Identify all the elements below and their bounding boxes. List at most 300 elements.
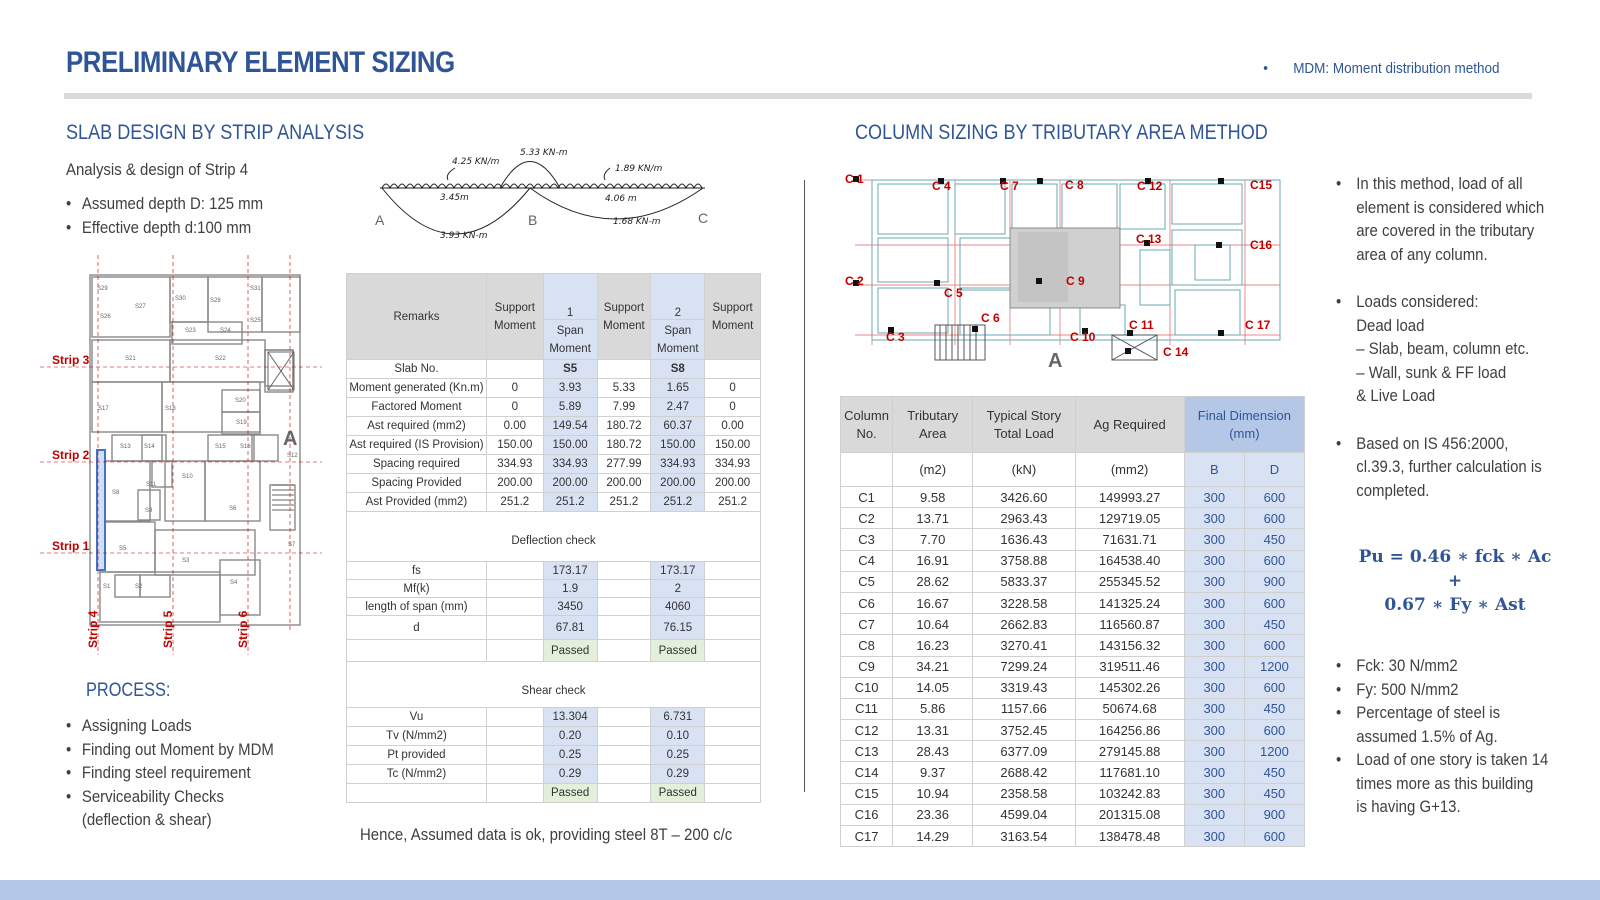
table-cell: C1 [841, 487, 893, 508]
slab-heading: SLAB DESIGN BY STRIP ANALYSIS [66, 121, 365, 144]
table-cell: 5.86 [893, 698, 973, 719]
process-heading: PROCESS: [86, 680, 171, 701]
table-row [841, 508, 1305, 529]
table-cell: 300 [1184, 550, 1244, 571]
table-cell: Spacing required [347, 455, 487, 474]
sketch-moment-label: 3.93 KN-m [440, 231, 488, 241]
table-header-support: Support Moment [486, 274, 543, 360]
table-cell: 251.2 [651, 493, 705, 512]
table-cell [597, 562, 651, 580]
note-block: • Fy: 500 N/mm2 [1336, 678, 1548, 702]
table-cell [486, 616, 543, 640]
table-cell: 3426.60 [973, 487, 1075, 508]
table-cell [486, 598, 543, 616]
table-cell: C2 [841, 508, 893, 529]
formula-line: 0.67 ∗ Fy ∗ Ast [1384, 595, 1526, 615]
panel-label: S20 [235, 398, 246, 404]
table-cell: 3.93 [543, 379, 597, 398]
table-cell: C6 [841, 592, 893, 613]
table-row [841, 529, 1305, 550]
table-row [347, 398, 761, 417]
panel-label: S22 [215, 356, 226, 362]
table-cell: 6377.09 [973, 741, 1075, 762]
table-cell: 251.2 [705, 493, 761, 512]
header-divider [64, 93, 1532, 99]
table-header-span: Span Moment [543, 320, 597, 360]
note-line: cl.39.3, further calculation is [1356, 457, 1542, 476]
deflection-passed: Passed [543, 640, 597, 662]
list-item: • Effective depth d:100 mm [66, 216, 263, 240]
column-plan-label: C 14 [1163, 345, 1189, 359]
table-header-span: Span Moment [651, 320, 705, 360]
table-cell: 3752.45 [973, 720, 1075, 741]
note-line: Dead load [1356, 315, 1425, 335]
table-cell: 6.731 [651, 708, 705, 727]
note-line: – Slab, beam, column etc. [1356, 339, 1530, 358]
column-table [840, 396, 1305, 847]
table-cell: C12 [841, 720, 893, 741]
table-cell: 300 [1184, 741, 1244, 762]
support-label: C [698, 210, 709, 226]
note-line: – Wall, sunk & FF load [1356, 362, 1507, 382]
table-cell: 0.00 [705, 417, 761, 436]
table-cell: 1.9 [543, 580, 597, 598]
table-cell [486, 746, 543, 765]
table-header-span-no: 2 [651, 274, 705, 320]
sketch-span-label: 4.06 m [605, 194, 637, 204]
table-row [841, 804, 1305, 825]
note-block: • Percentage of steel is assumed 1.5% of Ag. [1336, 701, 1548, 748]
table-row [347, 765, 761, 784]
column-unit: (mm2) [1075, 453, 1184, 487]
table-cell [705, 616, 761, 640]
table-cell: C4 [841, 550, 893, 571]
table-cell: 2688.42 [973, 762, 1075, 783]
list-item: • Assigning Loads [66, 714, 274, 738]
note-line: are covered in the tributary [1356, 221, 1535, 240]
panel-label: S6 [229, 506, 237, 512]
table-cell [597, 746, 651, 765]
table-row [841, 592, 1305, 613]
panel-label: S1 [103, 584, 111, 590]
table-cell: 10.64 [893, 614, 973, 635]
table-cell: 300 [1184, 656, 1244, 677]
table-cell: 300 [1184, 508, 1244, 529]
table-cell: 334.93 [651, 455, 705, 474]
formula-line: Pu = 0.46 ∗ fck ∗ Ac [1358, 547, 1552, 567]
table-cell [705, 580, 761, 598]
panel-label: S10 [182, 474, 193, 480]
table-cell: Vu [347, 708, 487, 727]
table-cell: 334.93 [705, 455, 761, 474]
table-cell: 7.99 [597, 398, 651, 417]
table-cell: Ast required (IS Provision) [347, 436, 487, 455]
table-cell: length of span (mm) [347, 598, 487, 616]
process-list [66, 714, 274, 832]
note-line: Based on IS 456:2000, [1356, 433, 1509, 453]
table-cell: 300 [1184, 529, 1244, 550]
sketch-load-label: 1.89 KN/m [615, 164, 663, 174]
table-cell: 164538.40 [1075, 550, 1184, 571]
slab-subheading: Analysis & design of Strip 4 [66, 160, 249, 179]
table-cell: 334.93 [543, 455, 597, 474]
parameter-notes [1336, 654, 1548, 819]
table-row [841, 762, 1305, 783]
column-unit: (m2) [893, 453, 973, 487]
panel-label: S16 [240, 444, 251, 450]
table-cell [486, 562, 543, 580]
table-cell [486, 708, 543, 727]
note-line: Fy: 500 N/mm2 [1356, 679, 1459, 699]
table-cell: Factored Moment [347, 398, 487, 417]
footer-bar [0, 880, 1600, 900]
support-label: A [375, 212, 385, 228]
table-row [347, 708, 761, 727]
table-cell: d [347, 616, 487, 640]
table-cell: 200.00 [543, 474, 597, 493]
list-item-text: (deflection & shear) [81, 810, 212, 829]
strip-label-vertical: Strip 6 [236, 610, 250, 648]
table-cell: 173.17 [543, 562, 597, 580]
table-cell: 145302.26 [1075, 677, 1184, 698]
table-cell: 200.00 [705, 474, 761, 493]
table-cell [705, 708, 761, 727]
panel-label: S9 [145, 508, 153, 514]
table-cell [705, 598, 761, 616]
table-cell: 5.89 [543, 398, 597, 417]
table-row [347, 436, 761, 455]
table-cell: 28.43 [893, 741, 973, 762]
table-header-support: Support Moment [705, 274, 761, 360]
note-line: Fck: 30 N/mm2 [1356, 656, 1458, 675]
strip-label-vertical: Strip 5 [161, 610, 175, 648]
table-cell: 279145.88 [1075, 741, 1184, 762]
table-cell: C3 [841, 529, 893, 550]
deflection-title: Deflection check [347, 531, 761, 552]
panel-label: S29 [97, 286, 108, 292]
column-plan-label: C 17 [1245, 318, 1271, 332]
slab-floor-plan [40, 250, 325, 670]
table-cell: 277.99 [597, 455, 651, 474]
table-row [841, 826, 1305, 847]
table-cell: 2358.58 [973, 783, 1075, 804]
table-row [841, 656, 1305, 677]
table-cell: 200.00 [486, 474, 543, 493]
sketch-span-label: 3.45m [440, 193, 469, 203]
note-line: completed. [1356, 480, 1430, 500]
panel-label: S14 [144, 444, 155, 450]
column-plan-label: C 11 [1129, 318, 1154, 332]
section-mark: A [283, 428, 298, 450]
table-cell: 0.00 [486, 417, 543, 436]
panel-label: S26 [100, 314, 111, 320]
table-row [347, 493, 761, 512]
table-cell: 450 [1244, 698, 1304, 719]
table-cell: 10.94 [893, 783, 973, 804]
column-plan-label: C 9 [1066, 274, 1085, 288]
panel-label: S5 [119, 546, 127, 552]
strip-label-vertical: Strip 4 [86, 610, 100, 648]
table-cell: C14 [841, 762, 893, 783]
table-cell: 149.54 [543, 417, 597, 436]
table-cell: 13.31 [893, 720, 973, 741]
panel-label: S15 [215, 444, 226, 450]
shear-title: Shear check [347, 681, 761, 702]
table-cell: 300 [1184, 783, 1244, 804]
table-cell: 600 [1244, 592, 1304, 613]
table-cell: 7299.24 [973, 656, 1075, 677]
note-block: • Based on IS 456:2000, cl.39.3, further calculation is completed. [1336, 432, 1544, 503]
table-cell: 71631.71 [1075, 529, 1184, 550]
panel-label: S3 [182, 558, 190, 564]
column-header-trib: Tributary Area [893, 397, 973, 453]
table-cell: C10 [841, 677, 893, 698]
table-cell [705, 765, 761, 784]
table-cell: 23.36 [893, 804, 973, 825]
table-cell: 34.21 [893, 656, 973, 677]
panel-label: S2 [135, 584, 143, 590]
table-cell [597, 708, 651, 727]
slab-design-table [346, 273, 761, 803]
table-cell: 3270.41 [973, 635, 1075, 656]
column-unit-d: D [1244, 453, 1304, 487]
table-cell: 116560.87 [1075, 614, 1184, 635]
note-block: • In this method, load of all element is considered which are covered in the tributary area of any column. [1336, 172, 1544, 266]
column-plan-label: C 7 [1000, 179, 1019, 193]
table-cell: Slab No. [347, 360, 487, 379]
table-row [841, 487, 1305, 508]
table-cell: 67.81 [543, 616, 597, 640]
table-cell: 13.71 [893, 508, 973, 529]
table-cell: 150.00 [705, 436, 761, 455]
column-header-final: Final Dimension (mm) [1184, 397, 1304, 453]
table-cell: 300 [1184, 677, 1244, 698]
table-cell: Ast Provided (mm2) [347, 493, 487, 512]
table-row [347, 562, 761, 580]
table-cell: C15 [841, 783, 893, 804]
list-item-continued [66, 808, 274, 832]
table-cell [597, 580, 651, 598]
table-row [347, 474, 761, 493]
table-cell: 3228.58 [973, 592, 1075, 613]
column-header-ag: Ag Required [1075, 397, 1184, 453]
table-cell: 0.25 [651, 746, 705, 765]
note-line: In this method, load of all [1356, 174, 1523, 193]
table-cell: 450 [1244, 783, 1304, 804]
table-cell: 60.37 [651, 417, 705, 436]
column-heading: COLUMN SIZING BY TRIBUTARY AREA METHOD [855, 121, 1268, 144]
table-cell: 255345.52 [1075, 571, 1184, 592]
table-cell: 3319.43 [973, 677, 1075, 698]
panel-label: S18 [165, 406, 176, 412]
table-cell: 900 [1244, 571, 1304, 592]
table-cell: 300 [1184, 698, 1244, 719]
capacity-formula [1340, 545, 1570, 617]
table-row [841, 698, 1305, 719]
table-cell: C11 [841, 698, 893, 719]
column-plan-label: C 12 [1137, 179, 1163, 193]
table-cell: 3758.88 [973, 550, 1075, 571]
table-cell [597, 598, 651, 616]
table-cell: Tv (N/mm2) [347, 727, 487, 746]
table-cell: 3450 [543, 598, 597, 616]
table-row [347, 379, 761, 398]
table-cell: 0.25 [543, 746, 597, 765]
table-cell: 600 [1244, 677, 1304, 698]
table-cell: 0 [486, 379, 543, 398]
table-cell: 0.20 [543, 727, 597, 746]
note-line: assumed 1.5% of Ag. [1356, 726, 1498, 746]
list-item: • Serviceability Checks [66, 785, 274, 809]
note-block: • Loads considered: Dead load – Slab, beam, column etc. – Wall, sunk & FF load & Live Load [1336, 290, 1544, 408]
panel-label: S19 [236, 420, 247, 426]
table-cell: 1.65 [651, 379, 705, 398]
table-cell: 201315.08 [1075, 804, 1184, 825]
table-row [841, 720, 1305, 741]
table-row [347, 746, 761, 765]
panel-label: S28 [210, 298, 221, 304]
table-cell: 600 [1244, 508, 1304, 529]
support-label: B [528, 212, 538, 228]
table-cell: 28.62 [893, 571, 973, 592]
table-row [841, 550, 1305, 571]
panel-label: S12 [287, 453, 298, 459]
table-cell: 0 [705, 379, 761, 398]
table-cell [597, 727, 651, 746]
table-cell: 150.00 [543, 436, 597, 455]
list-item: • Finding out Moment by MDM [66, 738, 274, 762]
table-cell: 319511.46 [1075, 656, 1184, 677]
note-block: • Fck: 30 N/mm2 [1336, 654, 1548, 678]
table-header-span-no: 1 [543, 274, 597, 320]
table-cell: 16.67 [893, 592, 973, 613]
table-cell: fs [347, 562, 487, 580]
panel-label: S17 [98, 406, 109, 412]
table-cell: 450 [1244, 614, 1304, 635]
column-unit-b: B [1184, 453, 1244, 487]
table-row [841, 571, 1305, 592]
table-cell: Ast required (mm2) [347, 417, 487, 436]
note-line: Load of one story is taken 14 [1356, 750, 1549, 769]
table-cell: 600 [1244, 550, 1304, 571]
column-plan-label: C 2 [845, 274, 864, 288]
table-cell: 16.23 [893, 635, 973, 656]
table-cell: 200.00 [651, 474, 705, 493]
table-cell: C9 [841, 656, 893, 677]
beam-moment-sketch [370, 140, 720, 245]
table-cell: 150.00 [486, 436, 543, 455]
table-cell: 900 [1244, 804, 1304, 825]
table-cell: C8 [841, 635, 893, 656]
table-cell: 141325.24 [1075, 592, 1184, 613]
table-row [841, 783, 1305, 804]
table-row [841, 741, 1305, 762]
table-cell: 0.29 [543, 765, 597, 784]
deflection-passed: Passed [651, 640, 705, 662]
table-cell: 450 [1244, 762, 1304, 783]
table-cell: 5833.37 [973, 571, 1075, 592]
table-cell: 5.33 [597, 379, 651, 398]
note-line: Percentage of steel is [1356, 703, 1501, 722]
list-item: • Finding steel requirement [66, 761, 274, 785]
table-cell: 138478.48 [1075, 826, 1184, 847]
panel-label: S25 [250, 318, 261, 324]
table-cell [486, 580, 543, 598]
table-cell: Pt provided [347, 746, 487, 765]
note-line: & Live Load [1356, 386, 1436, 405]
table-cell: 173.17 [651, 562, 705, 580]
table-cell: C13 [841, 741, 893, 762]
table-cell: 9.58 [893, 487, 973, 508]
table-cell: 180.72 [597, 417, 651, 436]
column-header-no: Column No. [841, 397, 893, 453]
table-cell: C5 [841, 571, 893, 592]
table-row [347, 727, 761, 746]
column-plan [840, 170, 1290, 380]
table-cell: 600 [1244, 826, 1304, 847]
table-cell: C16 [841, 804, 893, 825]
table-cell [597, 616, 651, 640]
column-plan-label: C 4 [932, 179, 951, 193]
note-line: element is considered which [1356, 197, 1545, 217]
table-cell: 300 [1184, 614, 1244, 635]
table-cell: 129719.05 [1075, 508, 1184, 529]
table-cell: 300 [1184, 487, 1244, 508]
table-cell: 1200 [1244, 656, 1304, 677]
table-cell [486, 727, 543, 746]
column-plan-label: C 8 [1065, 178, 1084, 192]
table-cell: 0 [705, 398, 761, 417]
strip-label: Strip 1 [52, 539, 90, 553]
shear-passed: Passed [651, 784, 705, 803]
table-cell: 251.2 [486, 493, 543, 512]
table-cell: 149993.27 [1075, 487, 1184, 508]
table-cell: 1200 [1244, 741, 1304, 762]
note-line: is having G+13. [1356, 797, 1461, 816]
table-cell: 14.29 [893, 826, 973, 847]
table-cell: 300 [1184, 571, 1244, 592]
panel-label: S31 [250, 286, 261, 292]
column-plan-label: C16 [1250, 238, 1273, 252]
table-row [841, 635, 1305, 656]
formula-line: + [1447, 571, 1463, 591]
table-row [347, 598, 761, 616]
panel-label: S8 [112, 490, 120, 496]
table-row [841, 614, 1305, 635]
table-cell: 600 [1244, 487, 1304, 508]
table-header-remarks: Remarks [347, 274, 487, 360]
column-plan-label: C 1 [845, 172, 864, 186]
note-line: times more as this building [1356, 773, 1534, 793]
top-note-text: MDM: Moment distribution method [1293, 60, 1500, 77]
note-line: area of any column. [1356, 244, 1488, 264]
table-cell: 164256.86 [1075, 720, 1184, 741]
table-cell: Spacing Provided [347, 474, 487, 493]
column-plan-label: C 10 [1070, 330, 1096, 344]
table-cell [705, 746, 761, 765]
table-cell: 2 [651, 580, 705, 598]
table-cell: 50674.68 [1075, 698, 1184, 719]
table-cell: 0.29 [651, 765, 705, 784]
table-cell: 14.05 [893, 677, 973, 698]
table-cell: Tc (N/mm2) [347, 765, 487, 784]
panel-label: S13 [120, 444, 131, 450]
table-cell: 0 [486, 398, 543, 417]
table-cell: 180.72 [597, 436, 651, 455]
table-cell [597, 765, 651, 784]
column-plan-label: C 3 [886, 330, 905, 344]
table-cell: 3163.54 [973, 826, 1075, 847]
